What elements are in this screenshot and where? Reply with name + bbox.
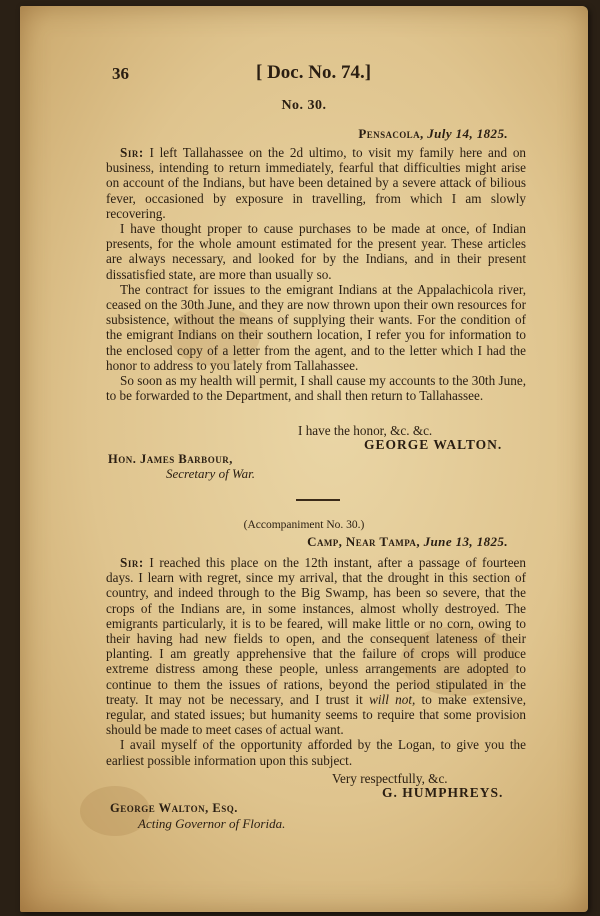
section-divider: [296, 499, 340, 501]
document-page: [20, 6, 588, 912]
letter1-paragraph: The contract for issues to the emigrant Indians at the Appalachicola river, ceased on the 30th June, and they are now thrown upon their own resources for subsistence, without the means of supplying their wants. For the condition of the emigrant Indians on their southern location, I refer you for information to the enclosed copy of a letter from the agent, and to the letter which I had the honor to address to you lately from Tallahassee.: [106, 281, 526, 373]
letter1-paragraph-text: I left Tallahassee on the 2d ultimo, to visit my family here and on business, intending to return immediately, fearful that difficulties might arise on account of the Indians, but have been detained by a severe attack of bilious fever, occasioned by exposure in travelling, from which I am slowly recovering.: [106, 145, 527, 221]
accompaniment-heading: (Accompaniment No. 30.): [243, 519, 365, 531]
letter1-date: July 14, 1825.: [427, 126, 508, 141]
letter2-text-start: I reached this place on the 12th instant, after a passage of fourteen days. I learn with regret, since my arrival, that the drought in this section of country, and indeed through to the Big Swamp, has been so severe, that the crops of the Indians are, in some instances, almost wholly destroyed. The emigrants particularly, it is to be feared, will make little or no corn, owing to their having had new fields to open, and the consequent lateness of their planting. I am greatly apprehensive that the failure of crops will produce extreme distress among these people, unless arrangements are adopted to continue to them the issues of rations, beyond the period stipulated in the treaty. It may not be necessary, and I trust it: [106, 555, 526, 707]
letter2-paragraph: [106, 555, 526, 737]
letter1-paragraph: I have thought proper to cause purchases to be made at once, of Indian presents, for the whole amount estimated for the present year. These articles are always necessary, and looked for by the Indians, and in their present dissatisfied state, are more than usually so.: [106, 221, 526, 282]
letter1-body: [106, 145, 526, 403]
letter2-closing: Very respectfully, &c.: [332, 771, 448, 786]
letter2-salutation: Sir:: [120, 555, 144, 570]
letter2-place: Camp, Near Tampa,: [307, 534, 420, 549]
letter1-signature: GEORGE WALTON.: [364, 437, 503, 452]
letter1-paragraph: [106, 145, 526, 221]
letter1-dateline: [358, 126, 508, 142]
letter1-salutation: Sir:: [120, 145, 144, 160]
page-header: [20, 64, 588, 88]
letter2-addressee-title: Acting Governor of Florida.: [138, 816, 286, 831]
page-number: 36: [112, 64, 129, 83]
letter2-body: [106, 555, 526, 768]
letter1-paragraph: So soon as my health will permit, I shall cause my accounts to the 30th June, to be forwarded to the Department, and shall then return to Tallahassee.: [106, 373, 526, 404]
letter1-closing: I have the honor, &c. &c.: [298, 423, 433, 438]
letter2-text-end: to make extensive, regular, and stated issues; but humanity seems to require that some provision should be made to meet cases of actual want.: [106, 691, 526, 738]
letter2-paragraph: I avail myself of the opportunity afforded by the Logan, to give you the earliest possible information upon this subject.: [106, 737, 526, 768]
letter2-dateline: [307, 534, 508, 550]
letter1-addressee-title: Secretary of War.: [166, 466, 255, 481]
letter-number-heading: No. 30.: [281, 98, 327, 113]
letter2-date: June 13, 1825.: [423, 534, 508, 549]
letter2-emphasis: will not,: [369, 691, 416, 707]
letter2-signature: G. HUMPHREYS.: [382, 785, 504, 800]
document-title: [ Doc. No. 74.]: [256, 62, 372, 83]
letter1-place: Pensacola,: [358, 126, 424, 141]
letter1-addressee-name: Hon. James Barbour,: [108, 452, 233, 466]
letter2-addressee-name: George Walton, Esq.: [110, 801, 238, 815]
